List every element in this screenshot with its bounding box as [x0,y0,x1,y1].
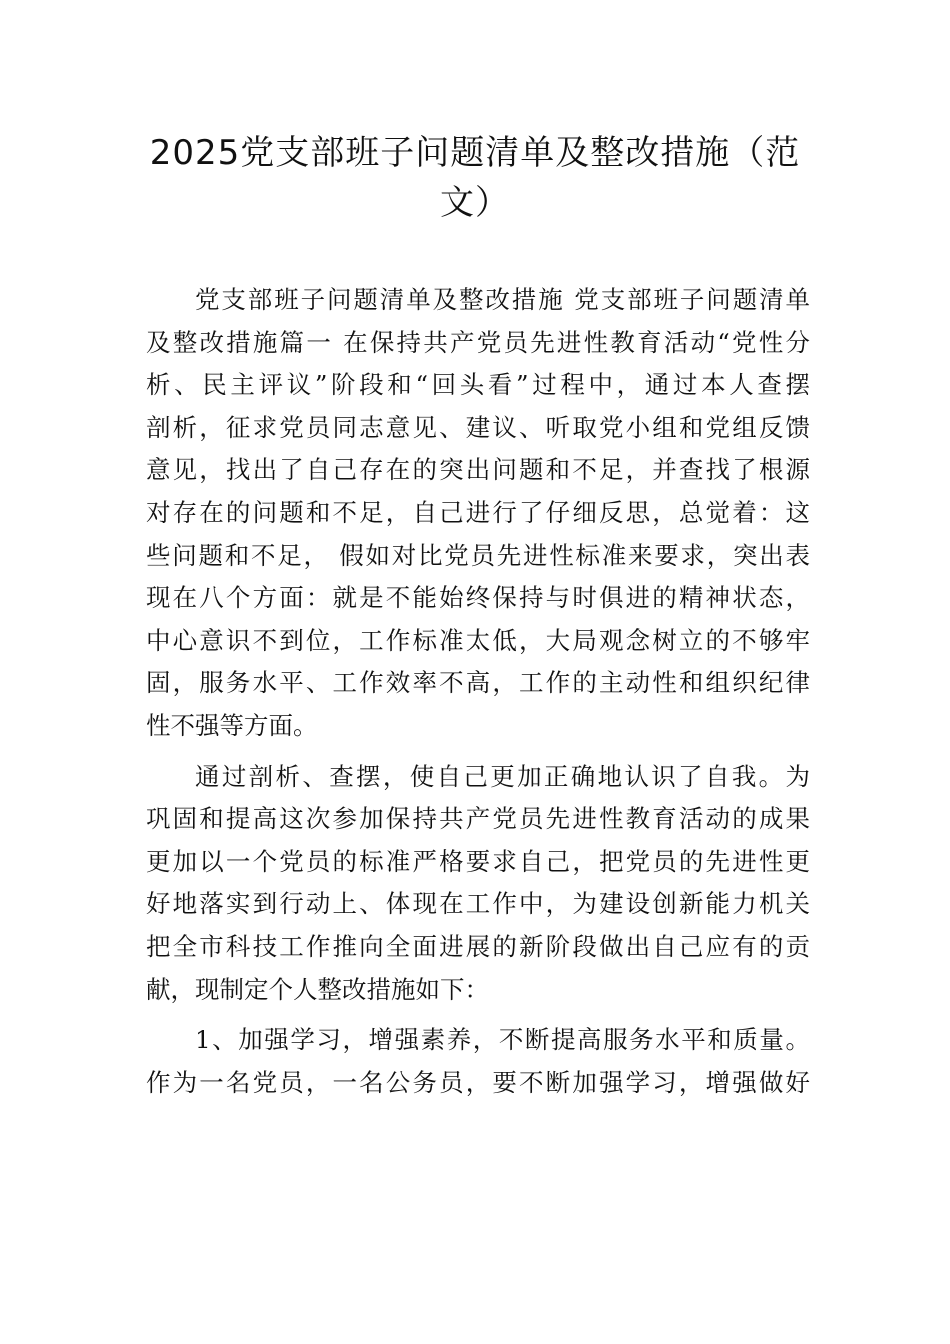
paragraph-line: 党支部班子问题清单及整改措施 党支部班子问题清单 [195,285,810,314]
paragraph-line: 性不强等方面。 [146,710,318,740]
paragraph-line: 巩固和提高这次参加保持共产党员先进性教育活动的成果 [146,804,810,834]
paragraph-line: 固，服务水平、工作效率不高，工作的主动性和组织纪律 [146,668,810,698]
paragraph-2 [146,756,810,1012]
paragraph-gap [146,1011,810,1019]
title-line-1: 2025党支部班子问题清单及整改措施（范 [149,133,801,173]
title-line-2: 文） [440,183,510,223]
paragraph-3 [146,1019,810,1104]
paragraph-line: 更加以一个党员的标准严格要求自己，把党员的先进性更 [146,846,810,876]
paragraph-line: 献，现制定个人整改措施如下： [146,974,489,1004]
paragraph-line: 现在八个方面：就是不能始终保持与时俱进的精神状态， [146,583,810,613]
paragraph-gap [146,748,810,756]
paragraph-line: 意见，找出了自己存在的突出问题和不足，并查找了根源 [146,455,810,485]
paragraph-line: 1、加强学习，增强素养，不断提高服务水平和质量。 [195,1025,810,1055]
document-body [146,279,810,1104]
paragraph-line: 及整改措施篇一 在保持共产党员先进性教育活动“党性分 [146,327,810,357]
document-title [140,128,810,228]
paragraph-line: 把全市科技工作推向全面进展的新阶段做出自己应有的贡 [146,931,810,961]
paragraph-line: 剖析，征求党员同志意见、建议、听取党小组和党组反馈 [146,412,810,442]
paragraph-line: 好地落实到行动上、体现在工作中，为建设创新能力机关 [146,889,810,919]
paragraph-line: 析、民主评议”阶段和“回头看”过程中，通过本人查摆 [146,370,810,400]
paragraph-line: 些问题和不足， 假如对比党员先进性标准来要求，突出表 [146,540,810,570]
paragraph-line: 对存在的问题和不足，自己进行了仔细反思，总觉着：这 [146,497,810,527]
paragraph-line: 通过剖析、查摆，使自己更加正确地认识了自我。为 [195,761,810,791]
paragraph-line: 作为一名党员，一名公务员，要不断加强学习，增强做好 [146,1067,810,1097]
paragraph-line: 中心意识不到位，工作标准太低，大局观念树立的不够牢 [146,625,810,655]
paragraph-1 [146,279,810,748]
